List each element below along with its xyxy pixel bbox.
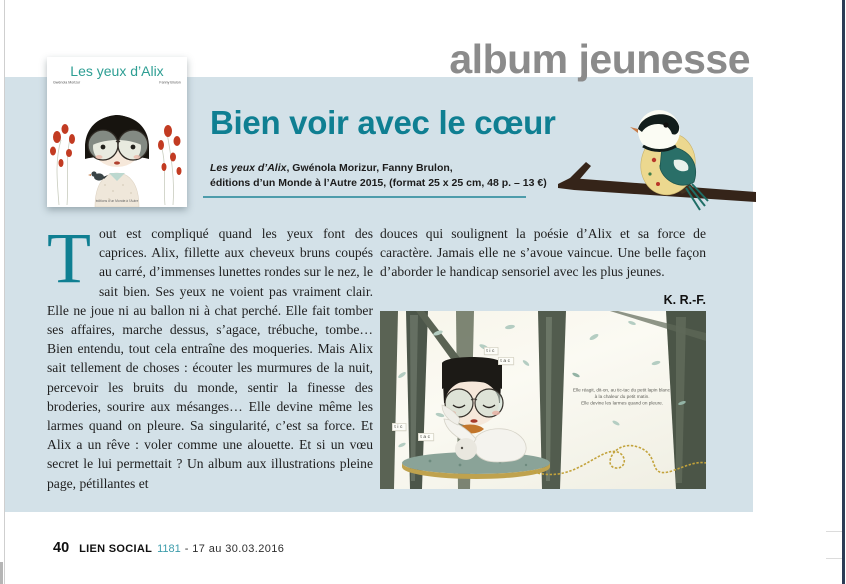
- left-scrollbar-nub[interactable]: [0, 562, 3, 584]
- article-reference: [210, 161, 547, 191]
- scroll-tick: [826, 558, 842, 559]
- book-cover-author-right: Fanny Brulon: [159, 81, 181, 85]
- issue-date-range: - 17 au 30.03.2016: [184, 543, 285, 555]
- section-label: album jeunesse: [449, 36, 750, 82]
- book-cover-author-left: Gwénola Morizur: [53, 81, 81, 85]
- tac-label: tac: [418, 433, 434, 441]
- page-number: 40: [53, 540, 70, 556]
- issue-number: 1181: [157, 543, 181, 555]
- magazine-name: LIEN SOCIAL: [79, 543, 153, 555]
- reference-line1-rest: , Gwénola Morizur, Fanny Brulon,: [286, 162, 453, 174]
- inside-spread-illustration: [380, 311, 706, 489]
- article-column-2: [380, 224, 706, 310]
- article-title: Bien voir avec le cœur: [210, 104, 556, 141]
- caption-line2: à la chaleur du petit matin.: [594, 394, 650, 400]
- article-column-1: [47, 218, 373, 493]
- book-cover: [47, 57, 187, 207]
- reference-line1: [210, 161, 547, 176]
- window-right-border[interactable]: [842, 0, 845, 584]
- tac-label: tac: [498, 357, 514, 365]
- page-footer: [53, 540, 284, 556]
- author-signature: K. R.-F.: [663, 292, 706, 307]
- book-cover-publisher: éditions d’un Monde à l’Autre: [95, 199, 139, 203]
- tic-label: tic: [392, 423, 406, 431]
- scroll-tick: [826, 531, 842, 532]
- article-text-col2: douces qui soulignent la poésie d’Alix et sa force de caractère. Jamais elle ne s’avoue vaincue. Une belle façon d’aborder le handicap sensoriel avec les plus jeunes.: [380, 226, 706, 280]
- dropcap: T: [47, 218, 91, 298]
- illustration-caption: [540, 387, 704, 406]
- book-cover-title: Les yeux d’Alix: [70, 63, 164, 79]
- bird-on-branch-illustration: [558, 98, 756, 216]
- caption-line3: Elle devine les larmes quand on pleure.: [581, 400, 664, 406]
- tic-label: tic: [484, 347, 498, 355]
- book-cover-illustration: [47, 85, 187, 207]
- caption-line1: Elle réagit, dit-on, au tic-tac du petit lapin blanc,: [572, 387, 672, 393]
- reference-book-title: Les yeux d’Alix: [210, 162, 287, 174]
- reference-line2: éditions d’un Monde à l’Autre 2015, (format 25 x 25 cm, 48 p. – 13 €): [210, 177, 547, 189]
- teal-rule: [203, 196, 526, 198]
- article-text-col1: out est compliqué quand les yeux font des caprices. Alix, fillette aux cheveux bruns coupés au carré, d’immenses lunettes rondes sur le nez, le sait bien. Ses yeux ne voient pas vraiment clair. Elle ne joue ni au ballon ni à chat perché. Elle fait tomber ses affaires, marche dessus, s’agace, trébuche, tombe… Bien entendu, tout cela entraîne des moqueries. Mais Alix sait tellement de choses : écouter les murmures de la nuit, percevoir les bruits du monde, sentir la finesse des broderies, sourire aux mésanges… Elle devine même les larmes quand on pleure. Sa singularité, c’est sa force. Et Alix a un rêve : voler comme une alouette. Et si un vœu secret le lui permettait ? Un album aux illustrations pleine page, pétillantes et: [47, 226, 373, 491]
